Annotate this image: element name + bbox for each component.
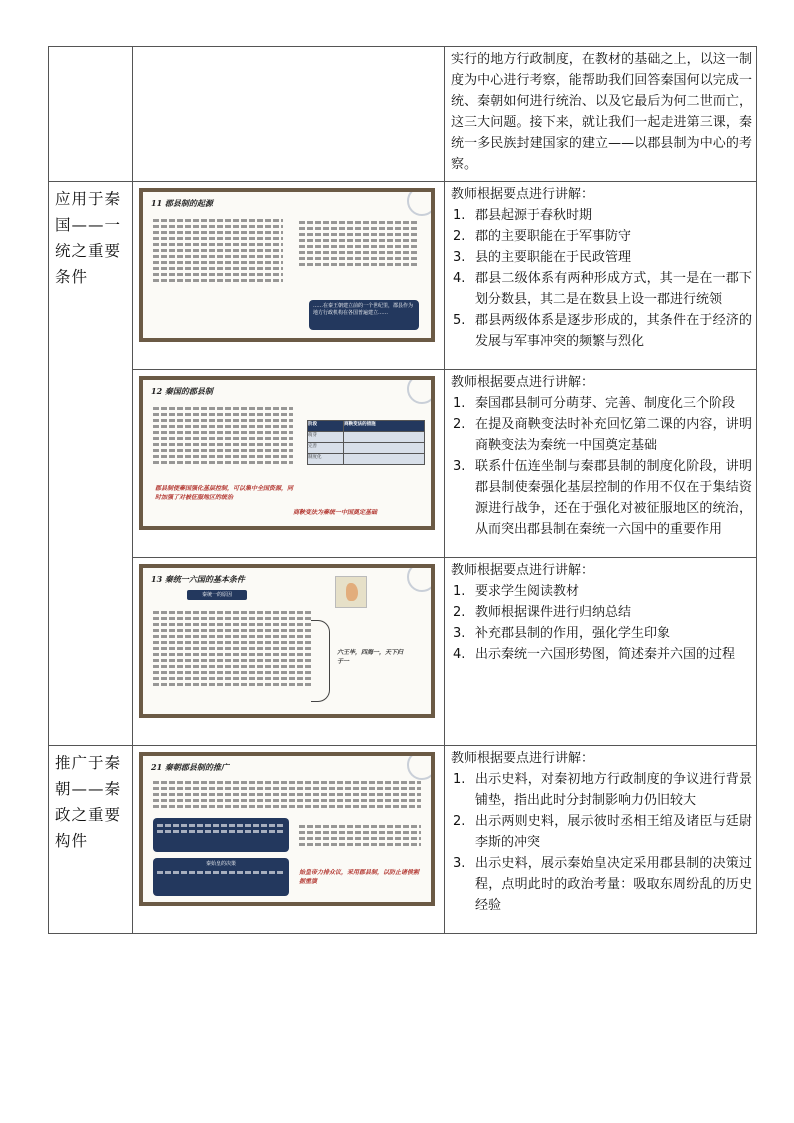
paragraph: 实行的地方行政制度，在教材的基础之上，以这一制度为中心进行考察，能帮助我们回答秦国何以完成一统、秦朝如何进行统治、以及它最后为何二世而亡，这三大问题。接下来，就让我们一起走进第三课，秦统一多民族封建国家的建立——以郡县制为中心的考察。 [451, 52, 752, 172]
list-item: 2. 教师根据课件进行归纳总结 [453, 605, 632, 620]
list-item: 4. 出示秦统一六国形势图，简述秦并六国的过程 [453, 647, 736, 662]
list-item: 1. 要求学生阅读教材 [453, 584, 580, 599]
slide-cell [133, 182, 445, 370]
list-item: 3. 县的主要职能在于民政管理 [453, 250, 632, 265]
point-list [451, 769, 752, 916]
slide-pill: 秦统一的原因 [187, 590, 247, 600]
slide-title: 12 秦国的郡县制 [151, 386, 213, 396]
slide-note: ……在秦王朝建立前的一个世纪里，郡县作为地方行政机构在各国普遍建立…… [309, 300, 419, 330]
intro-text: 教师根据要点进行讲解： [451, 751, 595, 766]
list-item: 1. 秦国郡县制可分萌芽、完善、制度化三个阶段 [453, 396, 736, 411]
slide-body [153, 608, 313, 689]
text-cell [445, 370, 757, 558]
point-list [451, 393, 752, 540]
slide-thumbnail [139, 752, 435, 906]
slide-callout: 始皇帝力排众议，采用郡县制，以防止诸侯割据重演 [299, 869, 420, 885]
intro-text: 教师根据要点进行讲解： [451, 563, 595, 578]
slide-cell [133, 370, 445, 558]
table-row [49, 558, 757, 746]
point-list [451, 205, 752, 352]
slide-body [299, 218, 419, 269]
table-row [49, 182, 757, 370]
segment-cell [49, 746, 133, 934]
intro-text: 教师根据要点进行讲解： [451, 375, 595, 390]
slide-callout: 六王毕，四海一，天下归于一 [337, 649, 404, 665]
list-item: 3. 补充郡县制的作用，强化学生印象 [453, 626, 671, 641]
brace-shape [311, 620, 330, 702]
list-item: 3. 出示史料，展示秦始皇决定采用郡县制的决策过程，点明此时的政治考量：吸取东周纷乱的历史经验 [453, 856, 752, 913]
slide-body [299, 822, 421, 849]
lesson-plan-table [48, 46, 757, 934]
slide-quote-box [153, 818, 289, 852]
slide-cell [133, 558, 445, 746]
list-item: 2. 在提及商鞅变法时补充回忆第二课的内容，讲明商鞅变法为秦统一中国奠定基础 [453, 417, 752, 453]
point-list [451, 581, 752, 665]
list-item: 3. 联系什伍连坐制与秦郡县制的制度化阶段，讲明郡县制使秦强化基层控制的作用不仅在于集结资源进行战争，还在于强化对被征服地区的统治，从而突出郡县制在秦统一六国中的重要作用 [453, 459, 752, 537]
text-cell [445, 47, 757, 182]
slide-title: 21 秦朝郡县制的推广 [151, 762, 229, 772]
list-item: 4. 郡县二级体系有两种形成方式，其一是在一郡下划分数县，其二是在数县上设一郡进行统领 [453, 271, 752, 307]
list-item: 5. 郡县两级体系是逐步形成的，其条件在于经济的发展与军事冲突的频繁与烈化 [453, 313, 752, 349]
slide-callout: 郡县制使秦国强化基层控制，可以集中全国资源，同时加强了对被征服地区的统治 [155, 485, 294, 501]
slide-thumbnail [139, 188, 435, 342]
logo-icon [407, 380, 431, 404]
slide-thumbnail [139, 376, 435, 530]
logo-icon [407, 568, 431, 592]
list-item: 1. 出示史料，对秦初地方行政制度的争议进行背景铺垫，指出此时分封制影响力仍旧较大 [453, 772, 752, 808]
text-cell [445, 182, 757, 370]
text-cell [445, 558, 757, 746]
segment-label: 推广于秦朝——秦政之重要构件 [55, 754, 122, 850]
logo-icon [407, 756, 431, 780]
slide-thumbnail [139, 564, 435, 718]
list-item: 2. 郡的主要职能在于军事防守 [453, 229, 632, 244]
intro-text: 教师根据要点进行讲解： [451, 187, 595, 202]
list-item: 2. 出示两则史料，展示彼时丞相王绾及诸臣与廷尉李斯的冲突 [453, 814, 752, 850]
list-item: 1. 郡县起源于春秋时期 [453, 208, 593, 223]
slide-title: 13 秦统一六国的基本条件 [151, 574, 245, 584]
segment-cell [49, 182, 133, 746]
slide-title: 11 郡县制的起源 [151, 198, 213, 208]
segment-label: 应用于秦国——一统之重要条件 [55, 190, 122, 286]
slide-body [153, 404, 293, 467]
table-row [49, 47, 757, 182]
logo-icon [407, 192, 431, 216]
table-row [49, 370, 757, 558]
table-row [49, 746, 757, 934]
text-cell [445, 746, 757, 934]
slide-body [153, 216, 283, 285]
segment-cell [49, 47, 133, 182]
slide-quote-box: 秦始皇的决策 [153, 858, 289, 896]
slide-body [153, 778, 421, 811]
slide-callout: 商鞅变法为秦统一中国奠定基础 [293, 509, 378, 516]
slide-cell [133, 47, 445, 182]
slide-table: 阶段 商鞅变法的措施 萌芽 完善 制度化 [307, 420, 425, 465]
slide-cell [133, 746, 445, 934]
map-icon [335, 576, 367, 608]
